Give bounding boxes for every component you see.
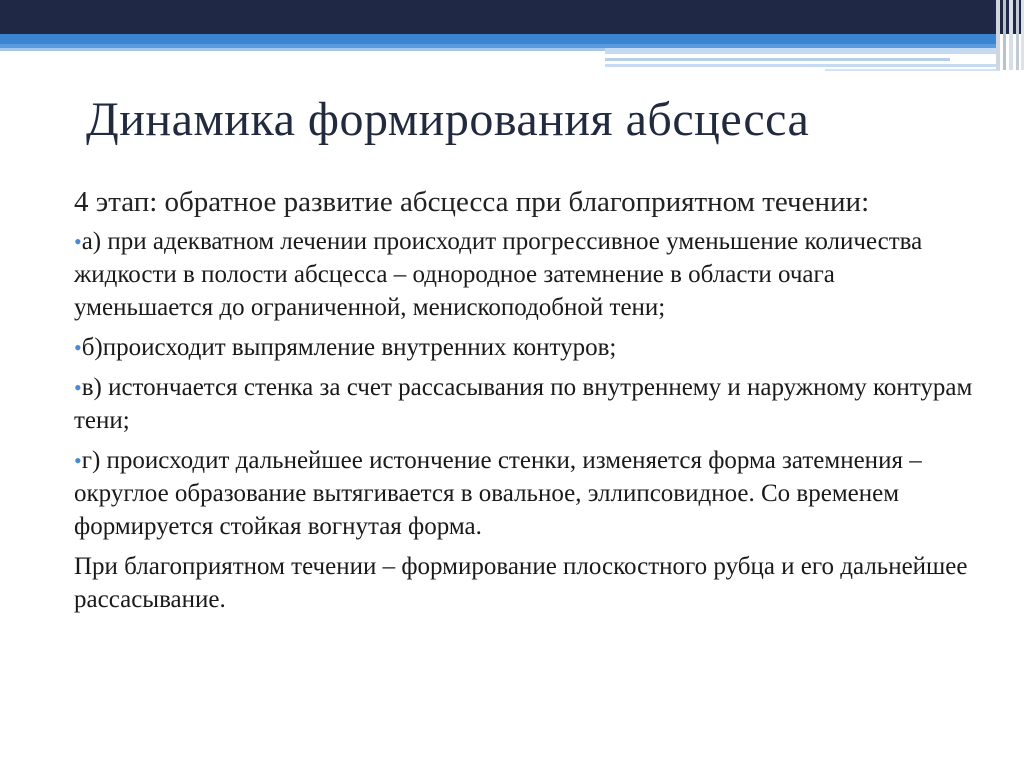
bullet-icon: • bbox=[74, 375, 82, 400]
header-vertical-stripe bbox=[1009, 0, 1013, 70]
bullet-text: а) при адекватном лечении происходит прогрессивное уменьшение количества жидкости в полости абсцесса – однородное затемнение в области очага уменьшается до ограниченной, менископодобной тени; bbox=[74, 228, 923, 321]
header-vertical-stripe bbox=[1016, 0, 1019, 70]
bullet-icon: • bbox=[74, 335, 82, 360]
slide-title: Динамика формирования абсцесса bbox=[86, 93, 810, 146]
bullet-text: г) происходит дальнейшее истончение стенки, изменяется форма затемнения – округлое образование вытягивается в овальное, эллипсовидное. Со временем формируется стойкая вогнутая форма. bbox=[74, 447, 922, 540]
closing-text: При благоприятном течении – формирование плоскостного рубца и его дальнейшее рассасывание. bbox=[74, 553, 968, 613]
intro-text: 4 этап: обратное развитие абсцесса при благоприятном течении: bbox=[74, 186, 870, 218]
bullet-icon: • bbox=[74, 448, 82, 473]
bullet-list bbox=[74, 225, 974, 543]
bullet-item bbox=[74, 444, 974, 543]
header-vertical-stripe bbox=[1003, 0, 1006, 70]
header-band-navy bbox=[0, 0, 1024, 34]
bullet-text: в) истончается стенка за счет рассасывания по внутреннему и наружному контурам тени; bbox=[74, 374, 973, 434]
header-band-light bbox=[0, 48, 605, 51]
bullet-item bbox=[74, 371, 974, 437]
header-thin-line bbox=[605, 64, 1000, 67]
header-thin-line bbox=[825, 69, 1000, 71]
header-decoration bbox=[0, 0, 1024, 80]
slide-body bbox=[74, 184, 974, 616]
header-thin-line bbox=[605, 58, 950, 61]
header-vertical-stripe bbox=[996, 0, 1000, 70]
bullet-text: б)происходит выпрямление внутренних контуров; bbox=[81, 334, 617, 361]
bullet-icon: • bbox=[74, 229, 82, 254]
header-band-pale bbox=[605, 48, 1000, 54]
bullet-item bbox=[74, 225, 974, 324]
bullet-item bbox=[74, 331, 974, 364]
